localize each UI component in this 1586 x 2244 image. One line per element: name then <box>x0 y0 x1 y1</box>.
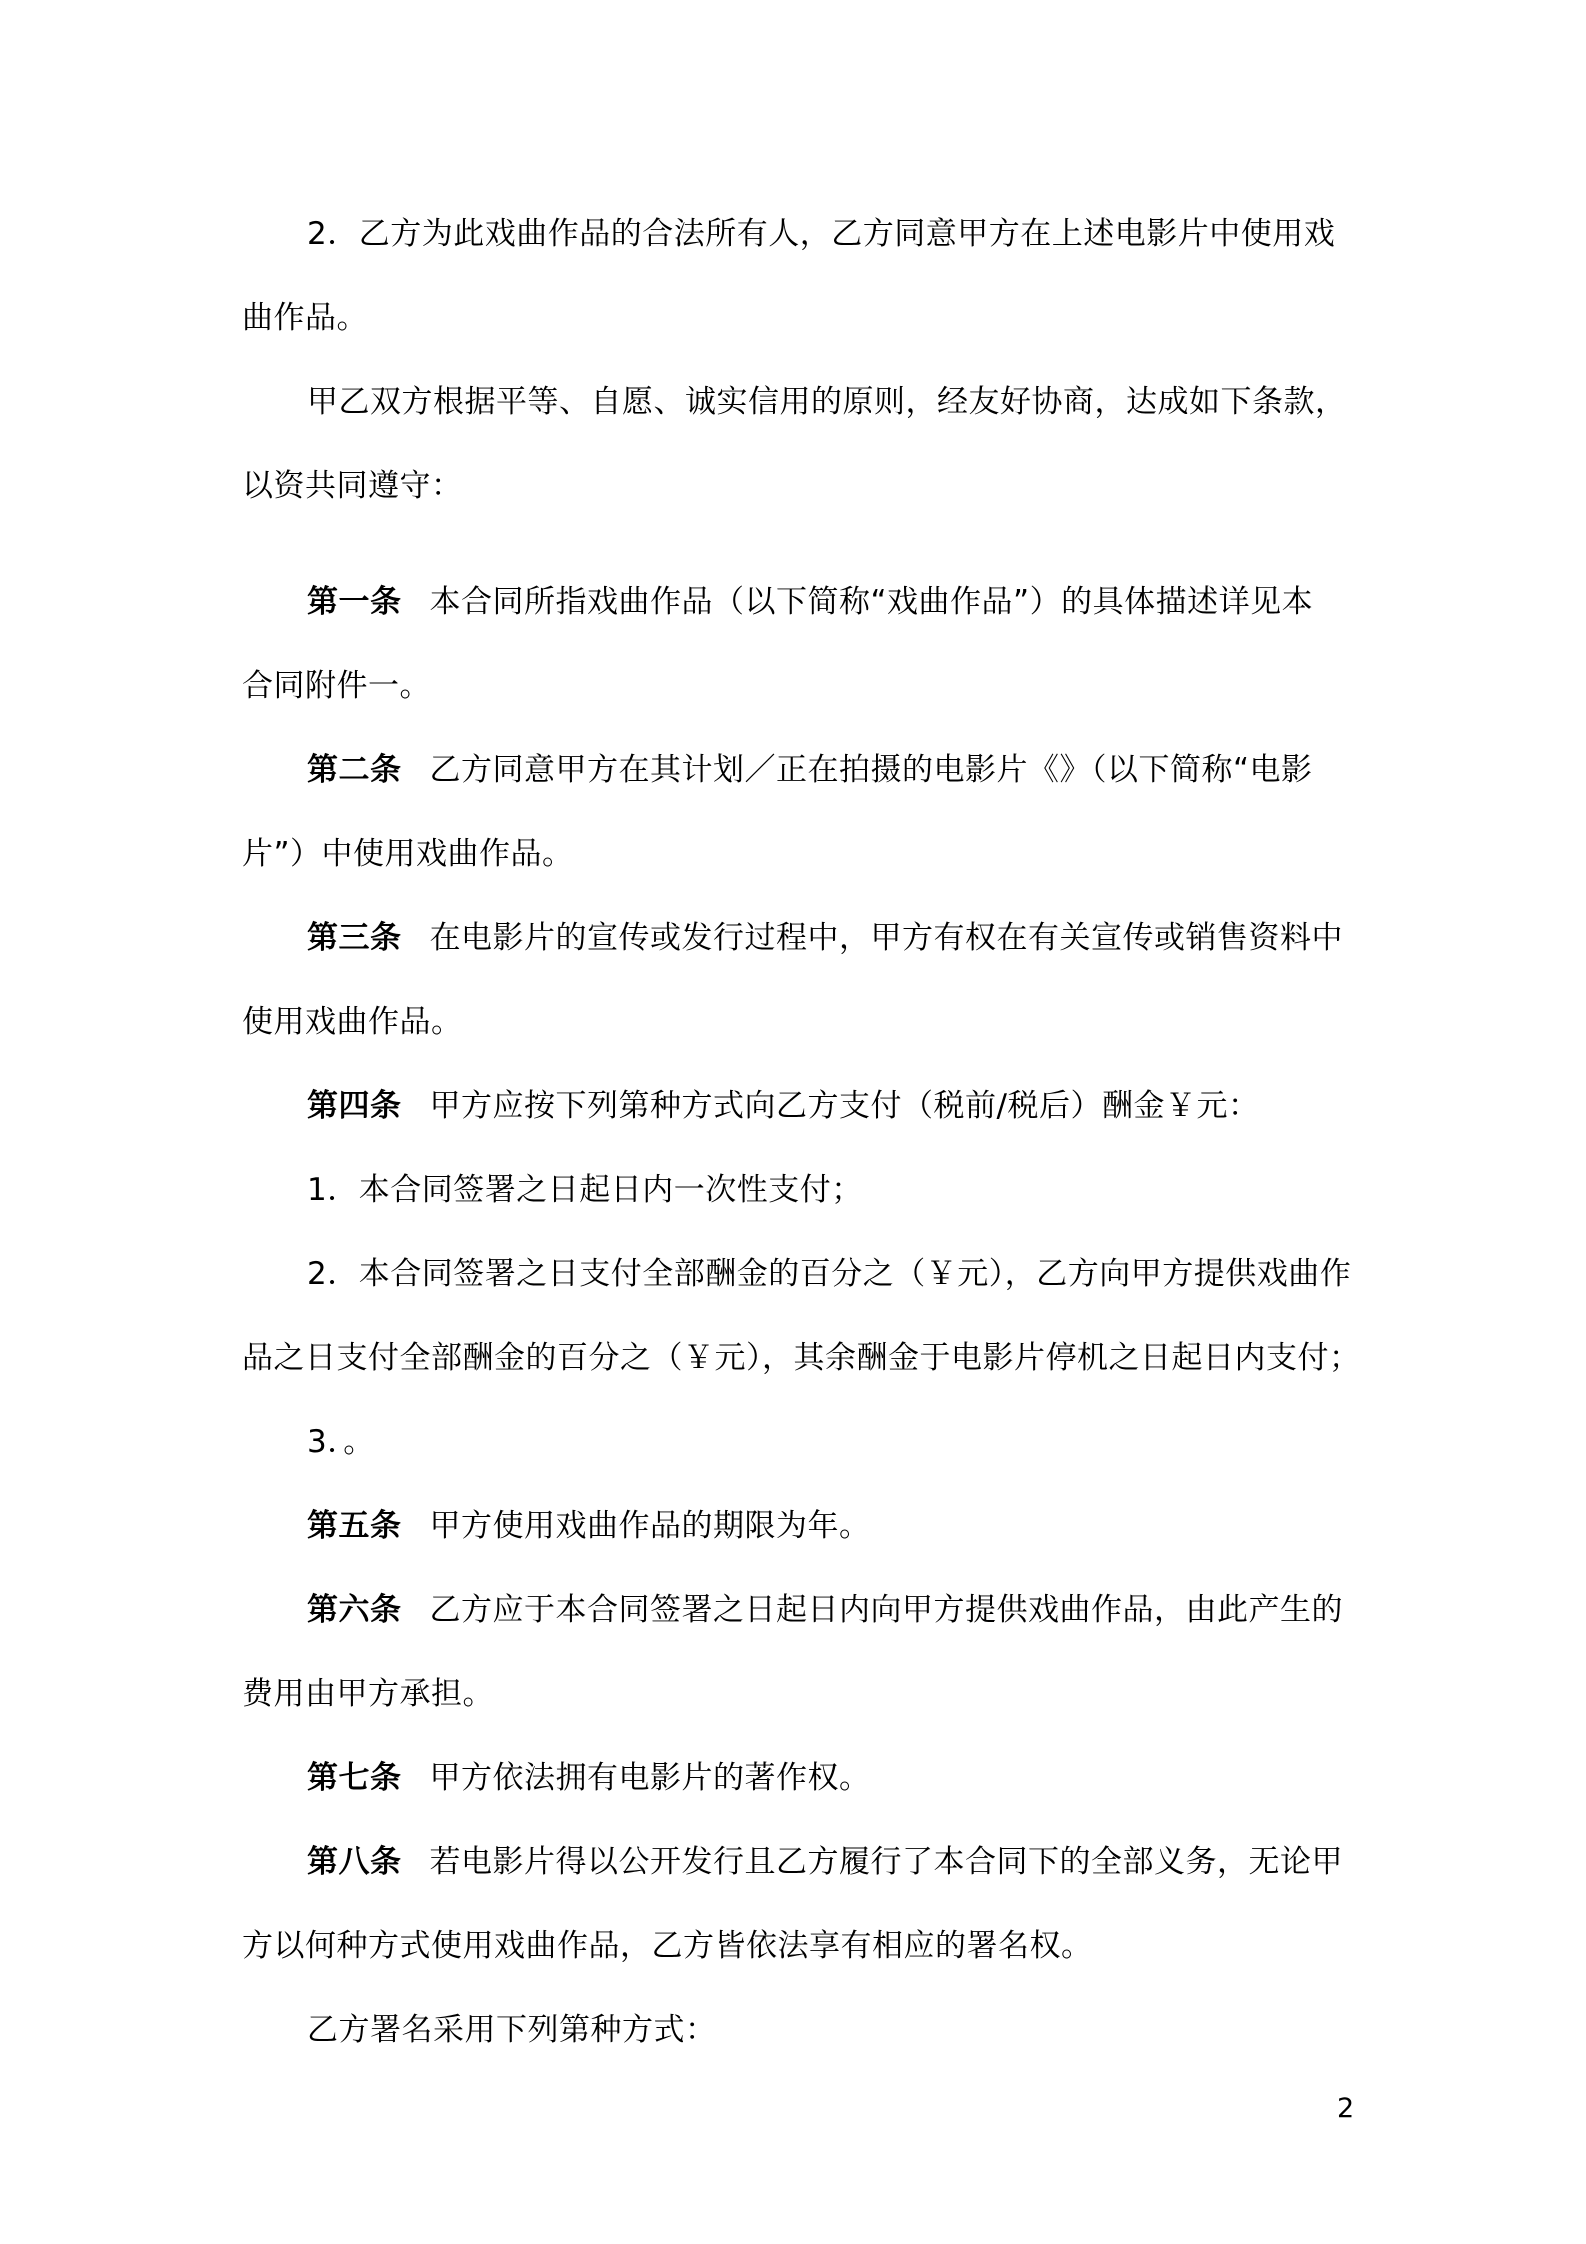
line-text: 曲作品。 <box>242 300 368 336</box>
paragraph-line-18 <box>242 1672 494 1716</box>
line-text: 3．。 <box>307 1424 375 1460</box>
article-7 <box>307 1756 871 1800</box>
article-6 <box>307 1588 1343 1632</box>
line-text: 合同附件一。 <box>242 668 431 704</box>
line-text: 甲乙双方根据平等、自愿、诚实信用的原则，经友好协商，达成如下条款， <box>307 384 1347 420</box>
paragraph-line-21 <box>242 1924 1093 1968</box>
payment-option-3 <box>307 1420 375 1464</box>
paragraph-line-4 <box>242 464 463 508</box>
payment-option-2 <box>307 1252 1351 1296</box>
line-text: 甲方使用戏曲作品的期限为年。 <box>429 1508 871 1544</box>
line-text: 乙方应于本合同签署之日起日内向甲方提供戏曲作品，由此产生的 <box>429 1592 1343 1628</box>
page-number: 2 <box>1337 2093 1355 2124</box>
paragraph-line-14 <box>242 1336 1361 1380</box>
line-text: 2．本合同签署之日支付全部酬金的百分之（￥元），乙方向甲方提供戏曲作 <box>307 1256 1352 1292</box>
line-text: 使用戏曲作品。 <box>242 1004 463 1040</box>
line-text: 以资共同遵守： <box>242 468 463 504</box>
line-text: 若电影片得以公开发行且乙方履行了本合同下的全部义务，无论甲 <box>429 1844 1343 1880</box>
article-label: 第三条 <box>307 920 402 956</box>
paragraph-line-22 <box>307 2008 717 2052</box>
paragraph-line-2 <box>242 296 368 340</box>
line-text: 本合同所指戏曲作品（以下简称“戏曲作品”）的具体描述详见本 <box>429 584 1314 620</box>
article-2 <box>307 748 1313 792</box>
payment-option-1 <box>307 1168 863 1212</box>
article-1 <box>307 580 1313 624</box>
line-text: 方以何种方式使用戏曲作品，乙方皆依法享有相应的署名权。 <box>242 1928 1093 1964</box>
paragraph-line-3 <box>307 380 1347 424</box>
paragraph-line-6 <box>242 664 431 708</box>
article-label: 第八条 <box>307 1844 402 1880</box>
paragraph-line-8 <box>242 832 574 876</box>
line-text: 1．本合同签署之日起日内一次性支付； <box>307 1172 863 1208</box>
line-text: 甲方应按下列第种方式向乙方支付（税前/税后）酬金￥元： <box>429 1088 1260 1124</box>
line-text: 品之日支付全部酬金的百分之（￥元），其余酬金于电影片停机之日起日内支付； <box>242 1340 1361 1376</box>
article-label: 第一条 <box>307 584 402 620</box>
article-label: 第七条 <box>307 1760 402 1796</box>
line-text: 乙方署名采用下列第种方式： <box>307 2012 717 2048</box>
article-label: 第四条 <box>307 1088 402 1124</box>
article-5 <box>307 1504 871 1548</box>
paragraph-line-10 <box>242 1000 463 1044</box>
line-text: 费用由甲方承担。 <box>242 1676 494 1712</box>
article-label: 第六条 <box>307 1592 402 1628</box>
line-text: 2．乙方为此戏曲作品的合法所有人，乙方同意甲方在上述电影片中使用戏 <box>307 216 1336 252</box>
paragraph-line-1 <box>307 212 1335 256</box>
line-text: 在电影片的宣传或发行过程中，甲方有权在有关宣传或销售资料中 <box>429 920 1343 956</box>
article-4 <box>307 1084 1259 1128</box>
line-text: 乙方同意甲方在其计划／正在拍摄的电影片《》（以下简称“电影 <box>429 752 1313 788</box>
article-3 <box>307 916 1343 960</box>
line-text: 甲方依法拥有电影片的著作权。 <box>429 1760 871 1796</box>
line-text: 片”）中使用戏曲作品。 <box>242 836 574 872</box>
article-label: 第二条 <box>307 752 402 788</box>
article-label: 第五条 <box>307 1508 402 1544</box>
article-8 <box>307 1840 1343 1884</box>
